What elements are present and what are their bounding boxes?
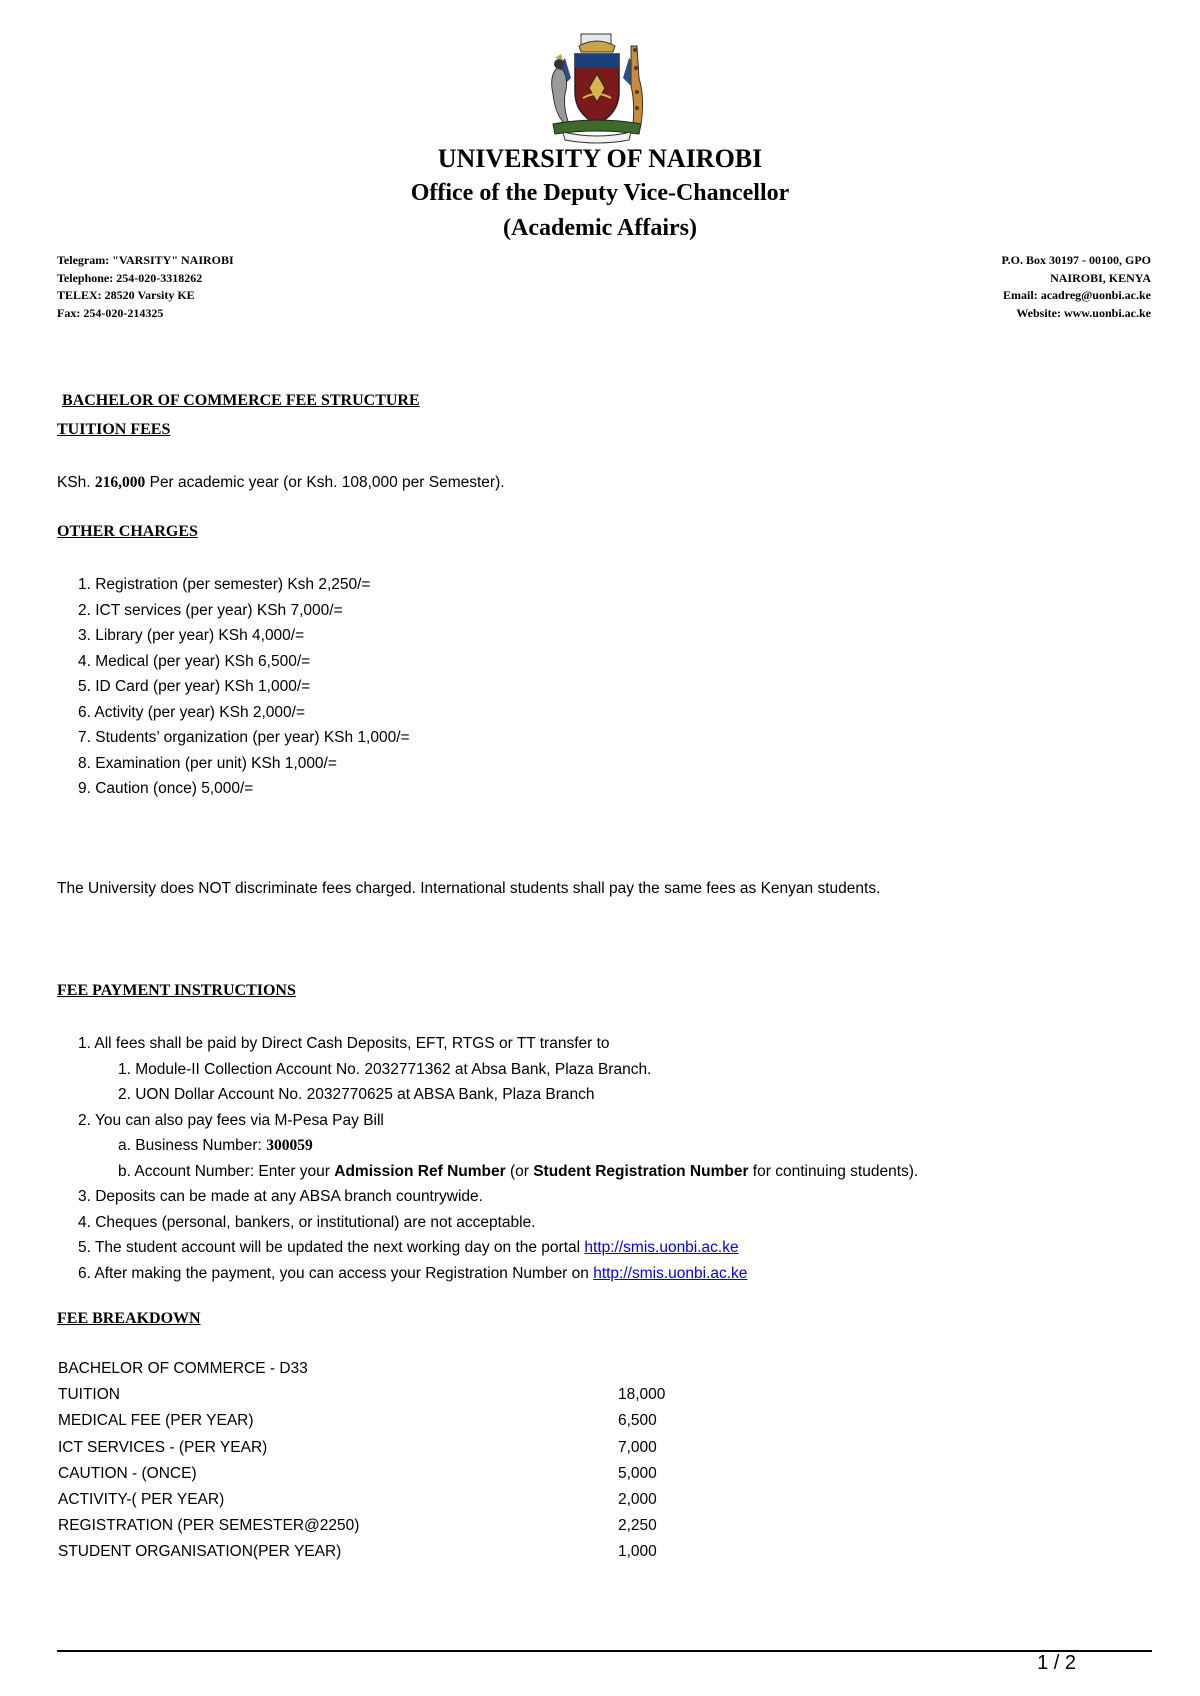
fee-label: REGISTRATION (PER SEMESTER@2250) xyxy=(58,1517,360,1535)
other-charges-heading: OTHER CHARGES xyxy=(57,523,198,540)
payment-item-4: 4. Cheques (personal, bankers, or institutional) are not acceptable. xyxy=(78,1213,536,1231)
table-row xyxy=(58,1356,678,1382)
payment-item-6-text: 6. After making the payment, you can access your Registration Number on xyxy=(78,1264,594,1282)
smis-portal-link[interactable]: http://smis.uonbi.ac.ke xyxy=(584,1239,739,1256)
list-item: 5. ID Card (per year) KSh 1,000/= xyxy=(78,678,311,695)
list-item: 9. Caution (once) 5,000/= xyxy=(78,780,254,797)
list-item: 8. Examination (per unit) KSh 1,000/= xyxy=(78,754,337,772)
footer-divider xyxy=(57,1650,1152,1652)
fax-line: Fax: 254-020-214325 xyxy=(57,305,164,320)
telex-line: TELEX: 28520 Varsity KE xyxy=(57,288,195,302)
fee-amount: 2,000 xyxy=(618,1490,657,1508)
payment-item-1: 1. All fees shall be paid by Direct Cash Deposits, EFT, RTGS or TT transfer to xyxy=(78,1035,610,1052)
website-line: Website: www.uonbi.ac.ke xyxy=(1016,305,1151,320)
po-box-line: P.O. Box 30197 - 00100, GPO xyxy=(1001,253,1151,267)
university-name: UNIVERSITY OF NAIROBI xyxy=(437,144,763,173)
table-row xyxy=(58,1461,678,1487)
payment-heading: FEE PAYMENT INSTRUCTIONS xyxy=(57,982,296,999)
list-item: 1. Registration (per semester) Ksh 2,250/= xyxy=(78,576,371,593)
payment-item-1-sub-2: 2. UON Dollar Account No. 2032770625 at ABSA Bank, Plaza Branch xyxy=(118,1086,595,1103)
telephone-line: Telephone: 254-020-3318262 xyxy=(57,270,203,285)
contact-block-right xyxy=(1001,252,1151,322)
admission-ref-number: Admission Ref Number xyxy=(334,1162,506,1180)
fee-amount: 2,250 xyxy=(618,1517,657,1535)
payment-instructions-list xyxy=(78,1031,918,1286)
payment-item-2-b xyxy=(78,1159,918,1185)
table-row xyxy=(58,1487,678,1513)
tuition-text xyxy=(57,474,505,492)
fee-label: TUITION xyxy=(58,1386,120,1404)
list-item: 6. Activity (per year) KSh 2,000/= xyxy=(78,703,306,721)
division-name: (Academic Affairs) xyxy=(503,215,697,241)
payment-item-5 xyxy=(78,1235,918,1261)
document-title: BACHELOR OF COMMERCE FEE STRUCTURE xyxy=(62,392,420,409)
account-number-mid: (or xyxy=(505,1162,534,1180)
breakdown-title: BACHELOR OF COMMERCE - D33 xyxy=(58,1360,308,1377)
discrimination-note: The University does NOT discriminate fees charged. International students shall pay the same fees as Kenyan students. xyxy=(57,880,881,897)
tuition-suffix: Per academic year (or Ksh. 108,000 per Semester). xyxy=(145,474,505,491)
fee-amount: 1,000 xyxy=(618,1543,657,1561)
list-item: 3. Library (per year) KSh 4,000/= xyxy=(78,627,305,644)
city-line: NAIROBI, KENYA xyxy=(1050,270,1151,285)
fee-amount: 5,000 xyxy=(618,1464,657,1482)
fee-amount: 6,500 xyxy=(618,1412,657,1430)
payment-item-5-text: 5. The student account will be updated the next working day on the portal xyxy=(78,1239,585,1256)
fee-amount: 18,000 xyxy=(618,1386,666,1404)
table-row xyxy=(58,1539,678,1565)
table-row xyxy=(58,1513,678,1539)
page-number: 1 / 2 xyxy=(1037,1652,1076,1674)
list-item: 2. ICT services (per year) KSh 7,000/= xyxy=(78,601,343,619)
payment-item-6 xyxy=(78,1261,918,1287)
account-number-prefix: b. Account Number: Enter your xyxy=(118,1162,335,1180)
office-name: Office of the Deputy Vice-Chancellor xyxy=(410,180,790,206)
contact-block-left xyxy=(57,252,234,322)
tuition-prefix: KSh. xyxy=(57,474,95,491)
tuition-heading: TUITION FEES xyxy=(57,421,171,438)
payment-item-3: 3. Deposits can be made at any ABSA branch countrywide. xyxy=(78,1188,483,1205)
business-number-value: 300059 xyxy=(266,1137,313,1154)
table-row xyxy=(58,1435,678,1461)
fee-amount: 7,000 xyxy=(618,1438,657,1456)
list-item: 4. Medical (per year) KSh 6,500/= xyxy=(78,652,311,670)
student-registration-number: Student Registration Number xyxy=(533,1162,749,1180)
table-row xyxy=(58,1408,678,1434)
payment-item-2-a xyxy=(78,1133,918,1159)
fee-breakdown-heading: FEE BREAKDOWN xyxy=(57,1310,201,1327)
telegram-line: Telegram: "VARSITY" NAIROBI xyxy=(57,253,234,267)
business-number-label: a. Business Number: xyxy=(118,1137,267,1154)
payment-item-1-sub-1: 1. Module-II Collection Account No. 2032771362 at Absa Bank, Plaza Branch. xyxy=(118,1060,652,1078)
university-coat-of-arms-logo xyxy=(535,28,659,144)
other-charges-list xyxy=(78,572,410,802)
fee-label: ICT SERVICES - (PER YEAR) xyxy=(58,1438,268,1456)
tuition-amount: 216,000 xyxy=(94,474,146,491)
payment-item-2: 2. You can also pay fees via M-Pesa Pay Bill xyxy=(78,1111,384,1129)
fee-label: CAUTION - (ONCE) xyxy=(58,1464,197,1482)
fee-label: MEDICAL FEE (PER YEAR) xyxy=(58,1412,254,1430)
fee-label: STUDENT ORGANISATION(PER YEAR) xyxy=(58,1543,342,1561)
list-item: 7. Students’ organization (per year) KSh 1,000/= xyxy=(78,729,410,746)
fee-label: ACTIVITY-( PER YEAR) xyxy=(58,1490,225,1508)
email-line: Email: acadreg@uonbi.ac.ke xyxy=(1003,288,1151,302)
smis-portal-link-2[interactable]: http://smis.uonbi.ac.ke xyxy=(593,1264,748,1282)
account-number-suffix: for continuing students). xyxy=(748,1162,919,1180)
fee-breakdown-table xyxy=(58,1356,678,1566)
table-row xyxy=(58,1382,678,1408)
